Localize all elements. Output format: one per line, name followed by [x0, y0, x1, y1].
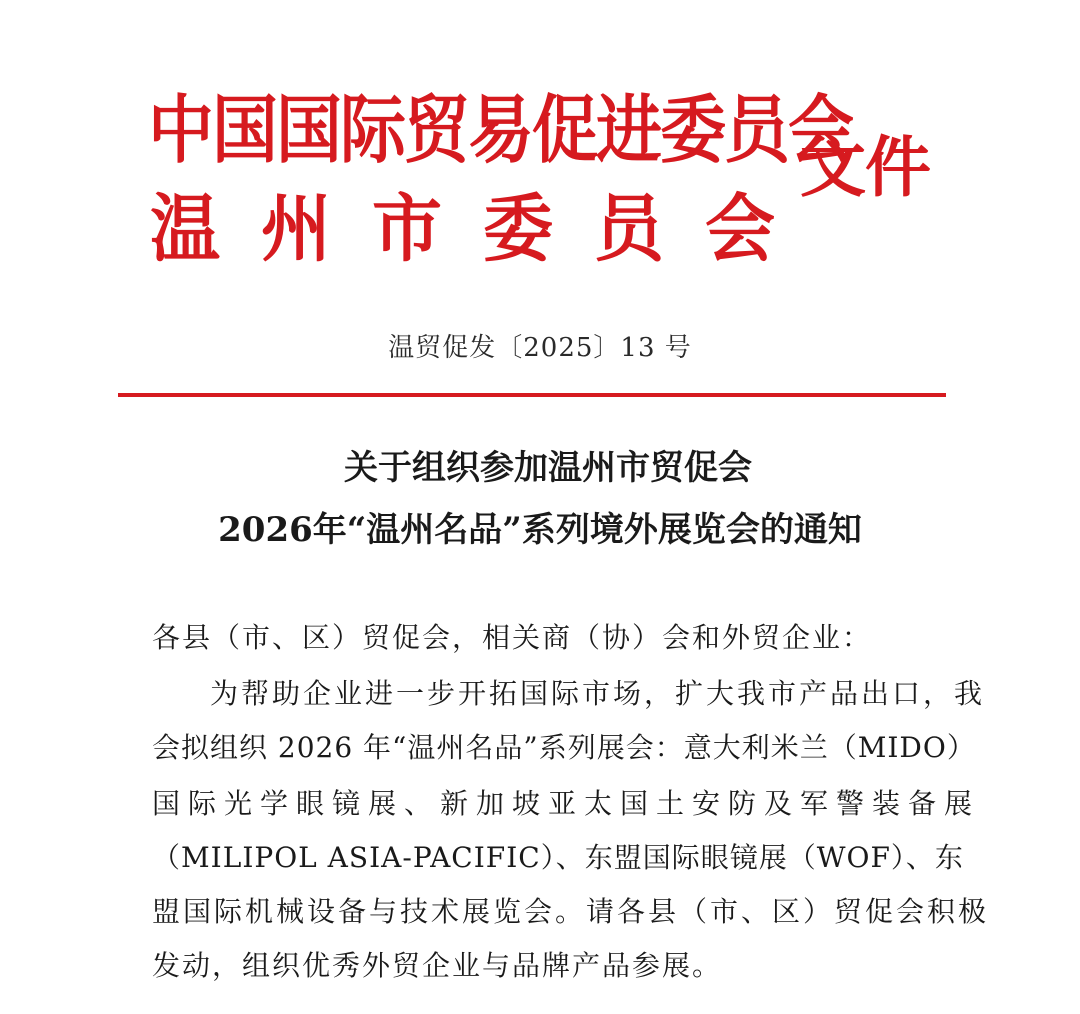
notice-title-line-2: 2026年“温州名品”系列境外展览会的通知 — [218, 510, 862, 550]
issuer-name-line-2: 温州市委员会 — [150, 185, 816, 272]
body-line-2: 会拟组织 2026 年“温州名品”系列展会：意大利米兰（MIDO） — [152, 731, 976, 764]
document-type-label: 文件 — [800, 129, 930, 206]
body-line-6: 发动，组织优秀外贸企业与品牌产品参展。 — [152, 949, 723, 982]
body-line-4: （MILIPOL ASIA-PACIFIC）、东盟国际眼镜展（WOF）、东 — [152, 841, 964, 874]
notice-title-line-1: 关于组织参加温州市贸促会 — [344, 448, 752, 488]
salutation: 各县（市、区）贸促会，相关商（协）会和外贸企业： — [152, 621, 873, 654]
issuer-name-line-1: 中国国际贸易促进委员会 — [148, 87, 852, 174]
document-number: 温贸促发〔2025〕13 号 — [388, 333, 692, 363]
body-line-3: 国际光学眼镜展、新加坡亚太国土安防及军警装备展 — [152, 787, 981, 820]
body-line-1: 为帮助企业进一步开拓国际市场，扩大我市产品出口，我 — [210, 677, 986, 710]
body-line-5: 盟国际机械设备与技术展览会。请各县（市、区）贸促会积极 — [152, 895, 990, 928]
red-separator-line — [118, 393, 946, 397]
